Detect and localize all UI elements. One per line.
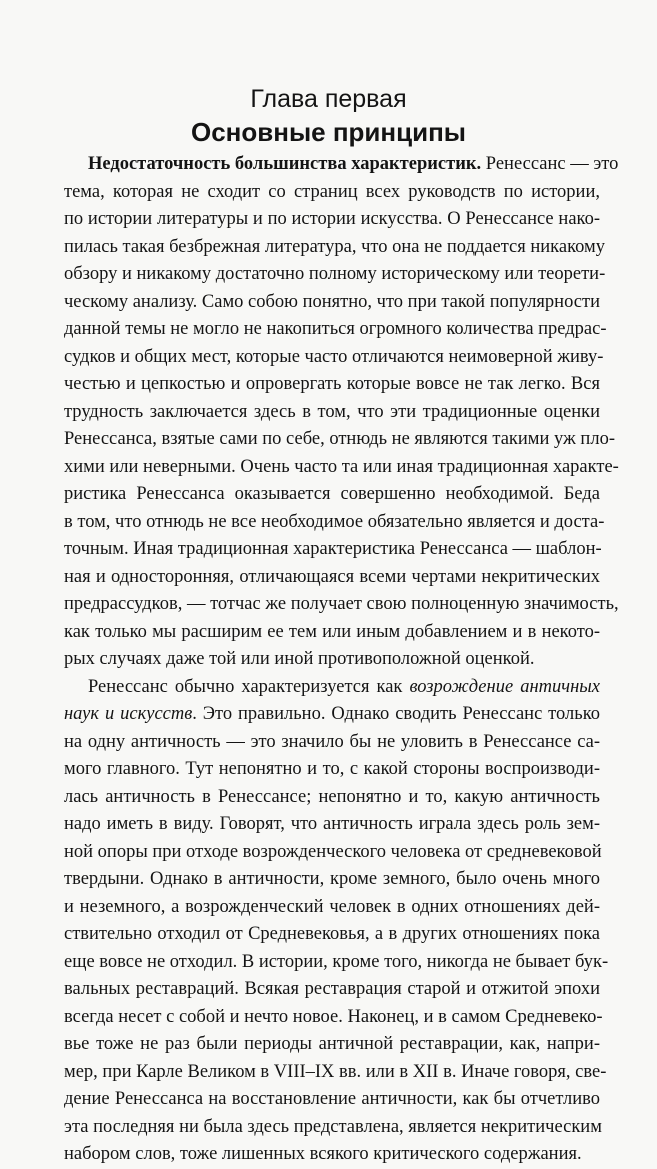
text-run: . Это правильно. Однако сводить Ренессанс только xyxy=(192,704,600,724)
text-line xyxy=(64,1086,600,1114)
text-run: еще вовсе не отходил. В истории, кроме того, никогда не бывает бук- xyxy=(64,951,609,972)
text-run: всегда несет с собой и нечто новое. Наконец, и в самом Средневеко- xyxy=(64,1006,603,1027)
chapter-label: Глава первая xyxy=(250,85,407,113)
text-line xyxy=(64,1141,600,1169)
text-run: надо иметь в виду. Говорят, что античность играла здесь роль зем- xyxy=(64,814,600,834)
text-line xyxy=(64,261,606,289)
text-run: честью и цепкостью и опровергать которые вовсе не так легко. Вся xyxy=(64,374,600,394)
text-run: обзору и никакому достаточно полному историческому или теорети- xyxy=(64,264,606,284)
text-line xyxy=(64,1114,600,1142)
text-run: ствительно отходил от Средневековья, а в других отношениях пока xyxy=(64,924,600,944)
text-run: хими или неверными. Очень часто та или иная традиционная характе- xyxy=(64,456,619,477)
text-line xyxy=(64,316,607,344)
text-line xyxy=(64,1004,603,1032)
text-line xyxy=(64,399,600,427)
text-line xyxy=(64,619,600,647)
text-run: рых случаях даже той или иной противоположной оценкой. xyxy=(64,649,535,669)
text-line xyxy=(64,646,600,674)
text-run: лась античность в Ренессансе; непонятно и то, какую античность xyxy=(64,786,600,807)
text-run: Ренессанс обычно характеризуется как xyxy=(88,676,410,697)
text-run: по истории литературы и по истории искусства. О Ренессансе нако- xyxy=(64,209,600,229)
text-run: и неземного, а возрожденческий человек в одних отношениях дей- xyxy=(64,896,600,917)
text-run: предрассудков, — тотчас же получает свою полноценную значимость, xyxy=(64,594,619,614)
text-run: как только мы расширим ее тем или иным добавлением и в некото- xyxy=(64,621,600,642)
text-run: в том, что отнюдь не все необходимое обязательно является и доста- xyxy=(64,511,605,532)
body-text xyxy=(64,151,619,1169)
text-line xyxy=(64,729,600,757)
paragraph xyxy=(64,674,609,1169)
text-line xyxy=(64,811,600,839)
text-run: Ренессанса, взятые сами по себе, отнюдь не являются такими уж пло- xyxy=(64,429,615,449)
text-run: ристика Ренессанса оказывается совершенно необходимой. Беда xyxy=(64,484,600,504)
text-line xyxy=(64,206,600,234)
text-run: набором слов, тоже лишенных всякого критического содержания. xyxy=(64,1144,582,1164)
text-run: мер, при Карле Великом в VIII–IX вв. или в XII в. Иначе говоря, све- xyxy=(64,1061,607,1082)
text-line xyxy=(64,454,619,482)
text-run: эта последняя ни была здесь представлена, является некритическим xyxy=(64,1116,602,1137)
text-run: Недостаточность большинства характеристик. xyxy=(88,154,482,174)
text-run: вальных реставраций. Всякая реставрация старой и отжитой эпохи xyxy=(64,979,600,999)
text-line xyxy=(64,591,619,619)
text-line xyxy=(64,894,600,922)
text-line xyxy=(64,976,600,1004)
text-run: точным. Иная традиционная характеристика Ренессанса — шаблон- xyxy=(64,539,602,559)
text-line xyxy=(64,784,600,812)
text-run: на одну античность — это значило бы не уловить в Ренессансе са- xyxy=(64,731,600,752)
text-run: возрождение античных xyxy=(409,676,600,697)
text-line xyxy=(64,866,600,894)
text-run: Ренессанс — это xyxy=(481,154,619,174)
text-line xyxy=(64,536,600,564)
text-line xyxy=(64,921,600,949)
text-line xyxy=(64,151,619,179)
text-line xyxy=(64,371,600,399)
text-line xyxy=(64,701,600,729)
text-line xyxy=(64,234,606,262)
text-run: твердыни. Однако в античности, кроме земного, было очень много xyxy=(64,869,600,889)
text-line xyxy=(64,509,605,537)
text-run: дение Ренессанса на восстановление античности, как бы отчетливо xyxy=(64,1089,600,1109)
text-line xyxy=(64,426,615,454)
text-run: наук и искусств xyxy=(64,704,193,724)
text-line xyxy=(64,949,609,977)
paragraph xyxy=(64,151,619,674)
text-line xyxy=(64,1059,607,1087)
text-run: тема, которая не сходит со страниц всех руководств по истории, xyxy=(64,181,600,202)
text-line xyxy=(64,674,600,702)
text-run: мого главного. Тут непонятно и то, с какой стороны воспроизводи- xyxy=(64,759,600,779)
text-line xyxy=(64,179,600,207)
text-line xyxy=(64,481,600,509)
text-run: ная и односторонняя, отличающаяся всеми чертами некритических xyxy=(64,566,600,587)
text-run: ческому анализу. Само собою понятно, что при такой популярности xyxy=(64,291,600,312)
text-run: данной темы не могло не накопиться огромного количества предрас- xyxy=(64,319,607,339)
text-line xyxy=(64,1031,600,1059)
text-run: вье тоже не раз были периоды античной реставрации, как, напри- xyxy=(64,1034,600,1054)
chapter-title: Основные принципы xyxy=(191,117,466,147)
text-line xyxy=(64,564,600,592)
text-run: пилась такая безбрежная литература, что она не поддается никакому xyxy=(64,236,606,257)
text-run: ной опоры при отходе возрожденческого человека от средневековой xyxy=(64,841,602,862)
text-line xyxy=(64,289,600,317)
text-run: трудность заключается здесь в том, что эти традиционные оценки xyxy=(64,401,600,422)
text-run: судков и общих мест, которые часто отличаются неимоверной живу- xyxy=(64,346,604,367)
text-line xyxy=(64,839,600,867)
text-line xyxy=(64,756,600,784)
text-line xyxy=(64,344,604,372)
